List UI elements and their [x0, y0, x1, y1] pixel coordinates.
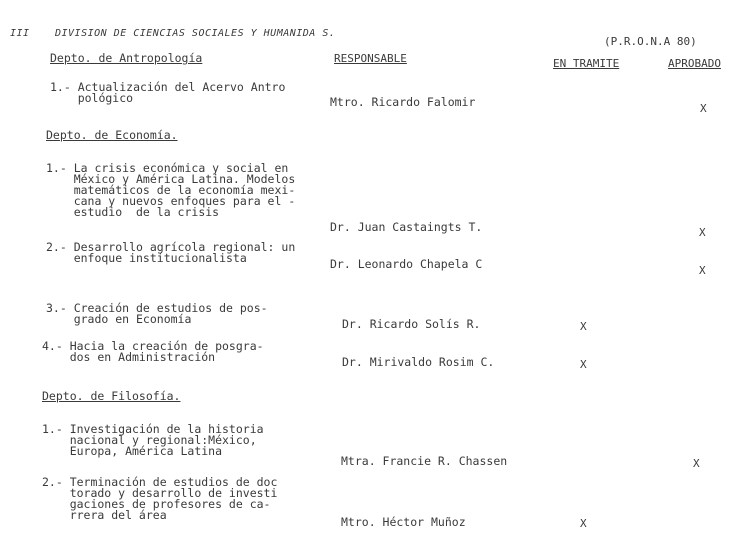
approved-mark: X	[699, 226, 706, 239]
program-code: (P.R.O.N.A 80)	[604, 35, 697, 48]
tramite-mark: X	[580, 320, 587, 333]
item-text: 1.- La crisis económica y social en México y América Latina. Modelos matemáticos de la economía mexi- cana y nuevos enfoques para el - estudio de la crisis	[46, 161, 296, 219]
item-responsable: Mtro. Héctor Muñoz	[341, 515, 466, 529]
division-title: DIVISION DE CIENCIAS SOCIALES Y HUMANIDA S.	[55, 28, 336, 39]
tramite-mark: X	[580, 358, 587, 371]
item-text: 1.- Actualización del Acervo Antro pológico	[50, 80, 286, 105]
item-responsable: Mtro. Ricardo Falomir	[330, 95, 476, 109]
item-responsable: Mtra. Francie R. Chassen	[341, 454, 508, 468]
approved-mark: X	[699, 264, 706, 277]
item-text: 4.- Hacia la creación de posgra- dos en Administración	[42, 339, 264, 364]
item-text: 2.- Desarrollo agrícola regional: un enfoque institucionalista	[46, 240, 296, 265]
item-responsable: Dr. Leonardo Chapela C	[330, 257, 483, 271]
section-title-filosofia: Depto. de Filosofía.	[42, 389, 181, 403]
column-header-responsable: RESPONSABLE	[334, 52, 407, 65]
item-text: 2.- Terminación de estudios de doc torado y desarrollo de investi gaciones de profesores de ca- rrera del área	[42, 475, 278, 522]
item-text: 1.- Investigación de la historia nacional y regional:México, Europa, América Latina	[42, 422, 264, 458]
approved-mark: X	[693, 457, 700, 470]
item-text: 3.- Creación de estudios de pos- grado en Economía	[46, 301, 268, 326]
section-title-economia: Depto. de Economía.	[46, 128, 178, 142]
column-header-aprobado: APROBADO	[668, 57, 721, 70]
column-header-en-tramite: EN TRAMITE	[553, 57, 620, 70]
item-responsable: Dr. Juan Castaingts T.	[330, 220, 483, 234]
approved-mark: X	[700, 102, 707, 115]
section-title-antropologia: Depto. de Antropología	[50, 51, 203, 65]
section-number: III	[10, 28, 30, 39]
tramite-mark: X	[580, 517, 587, 530]
item-responsable: Dr. Ricardo Solís R.	[342, 317, 481, 331]
item-responsable: Dr. Mirivaldo Rosim C.	[342, 355, 495, 369]
